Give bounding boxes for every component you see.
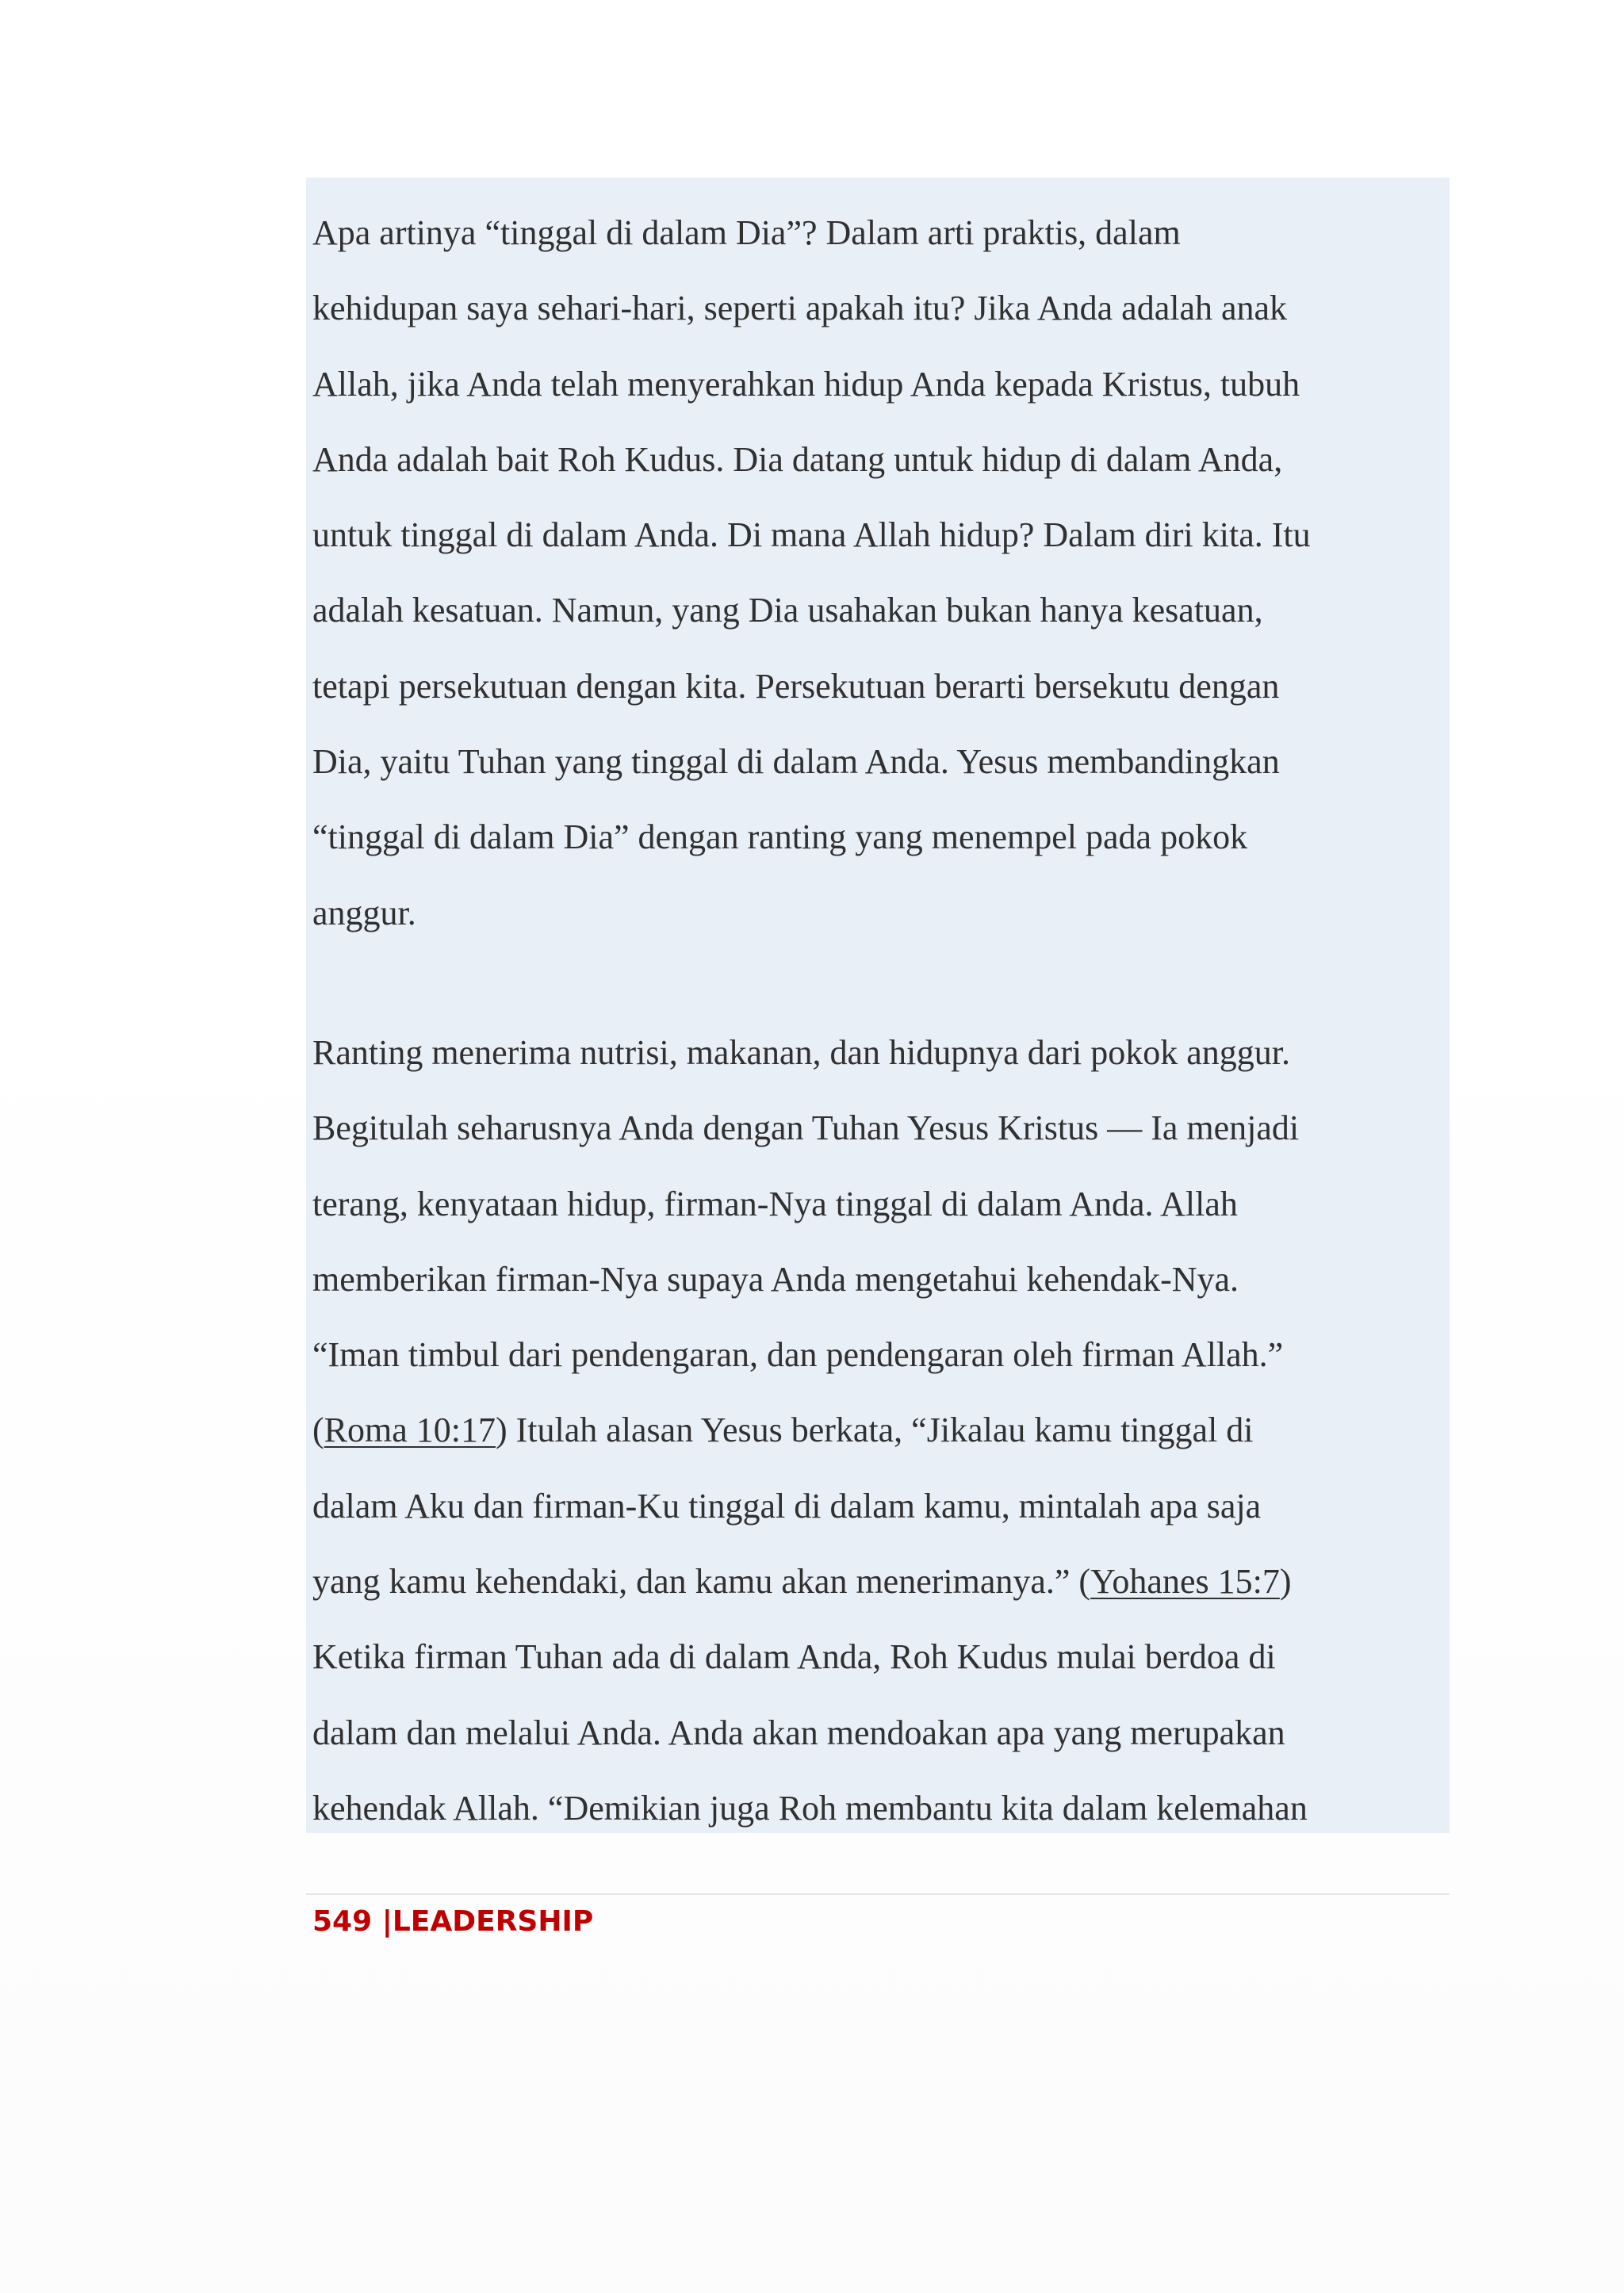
text-line: untuk tinggal di dalam Anda. Di mana Allah hidup? Dalam diri kita. Itu [312,515,1311,555]
text-line: Dia, yaitu Tuhan yang tinggal di dalam Anda. Yesus membandingkan [312,742,1280,782]
text-line: Ketika firman Tuhan ada di dalam Anda, Roh Kudus mulai berdoa di [312,1637,1276,1677]
scripture-link-yohanes[interactable]: Yohanes 15:7 [1090,1562,1280,1602]
text-line: Anda adalah bait Roh Kudus. Dia datang untuk hidup di dalam Anda, [312,439,1283,479]
scripture-link-roma[interactable]: Roma 10:17 [324,1411,496,1450]
text-line-with-reference [312,1544,1454,1619]
paren-open: ( [312,1411,324,1450]
text-line: tetapi persekutuan dengan kita. Persekutuan berarti bersekutu dengan [312,666,1280,706]
footer-divider [306,1893,1450,1895]
text-line: dalam dan melalui Anda. Anda akan mendoakan apa yang merupakan [312,1713,1285,1752]
text-line: dalam Aku dan firman-Ku tinggal di dalam kamu, mintalah apa saja [312,1486,1262,1525]
text-line: anggur. [312,893,416,932]
paragraph-1 [312,195,1454,951]
text-line: kehidupan saya sehari-hari, seperti apakah itu? Jika Anda adalah anak [312,289,1288,328]
footer-separator: | [372,1905,393,1938]
text-line: Apa artinya “tinggal di dalam Dia”? Dalam arti praktis, dalam [312,213,1181,252]
page-footer [312,1901,593,1943]
text-line: “Iman timbul dari pendengaran, dan pendengaran oleh firman Allah.” [312,1335,1284,1375]
section-title: LEADERSHIP [392,1905,594,1938]
page-number: 549 [312,1905,373,1938]
paren-close: ) [1279,1562,1292,1602]
text-line: adalah kesatuan. Namun, yang Dia usahakan bukan hanya kesatuan, [312,591,1263,630]
text-line: Begitulah seharusnya Anda dengan Tuhan Yesus Kristus — Ia menjadi [312,1108,1300,1148]
text-line: memberikan firman-Nya supaya Anda mengetahui kehendak-Nya. [312,1259,1239,1299]
text-line: “tinggal di dalam Dia” dengan ranting yang menempel pada pokok [312,817,1248,857]
text-line: Allah, jika Anda telah menyerahkan hidup Anda kepada Kristus, tubuh [312,364,1300,404]
paragraph-2 [312,1015,1454,1846]
text-line-with-reference [312,1392,1454,1468]
line-start: yang kamu kehendaki, dan kamu akan menerimanya.” ( [312,1562,1091,1602]
highlighted-text-block [306,178,1450,1833]
text-line: Ranting menerima nutrisi, makanan, dan hidupnya dari pokok anggur. [312,1033,1290,1072]
line-rest: ) Itulah alasan Yesus berkata, “Jikalau kamu tinggal di [495,1411,1254,1450]
text-line: kehendak Allah. “Demikian juga Roh membantu kita dalam kelemahan [312,1788,1308,1828]
text-line: terang, kenyataan hidup, firman-Nya tinggal di dalam Anda. Allah [312,1184,1238,1223]
